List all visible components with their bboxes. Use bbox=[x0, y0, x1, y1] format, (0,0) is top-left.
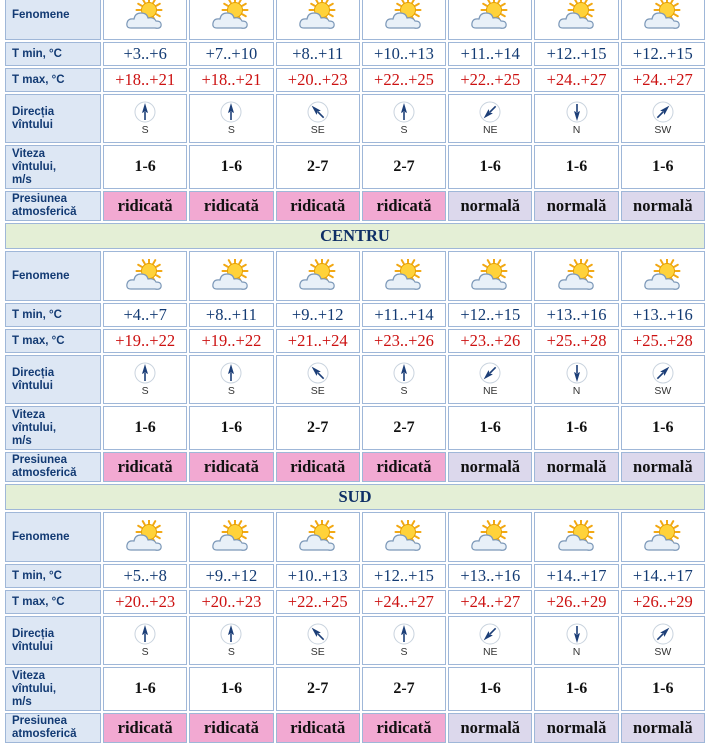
wind-direction-label: S bbox=[227, 385, 235, 397]
wind-arrow-icon bbox=[566, 101, 588, 123]
row-label-text: Viteza bbox=[12, 147, 46, 160]
tmax-cell: +19..+22 bbox=[189, 329, 273, 353]
row-label bbox=[5, 145, 101, 189]
partly-cloudy-icon bbox=[470, 259, 510, 293]
row-label-text: Direcția bbox=[12, 627, 55, 640]
pressure-cell: ridicată bbox=[276, 452, 360, 482]
tmin-cell: +12..+15 bbox=[448, 303, 532, 327]
wind-speed-cell: 1-6 bbox=[189, 145, 273, 189]
partly-cloudy-icon bbox=[643, 520, 683, 554]
row-label-text: Presiunea bbox=[12, 193, 67, 205]
wind-arrow-icon bbox=[307, 362, 329, 384]
row-label-text: vîntului, bbox=[12, 682, 57, 695]
partly-cloudy-icon bbox=[643, 259, 683, 293]
row-label bbox=[5, 355, 101, 404]
wind-direction-label: N bbox=[572, 646, 581, 658]
wind-speed-cell: 2-7 bbox=[362, 406, 446, 450]
wind-arrow-icon bbox=[566, 623, 588, 645]
pressure-cell: ridicată bbox=[189, 191, 273, 221]
wind-direction-cell bbox=[276, 616, 360, 665]
tmax-row bbox=[5, 329, 705, 353]
wind-direction-cell bbox=[362, 94, 446, 143]
wind-direction-label: SE bbox=[310, 124, 325, 136]
tmin-cell: +10..+13 bbox=[362, 42, 446, 66]
wind-direction-cell bbox=[448, 94, 532, 143]
wind-direction-label: SW bbox=[654, 385, 672, 397]
row-label bbox=[5, 512, 101, 562]
row-label bbox=[5, 191, 101, 221]
phenomena-cell bbox=[534, 512, 618, 562]
tmin-row bbox=[5, 303, 705, 327]
row-label-text: T min, °C bbox=[12, 308, 62, 321]
tmin-cell: +11..+14 bbox=[448, 42, 532, 66]
phenomena-cell bbox=[621, 512, 705, 562]
phenomena-row bbox=[5, 0, 705, 40]
partly-cloudy-icon bbox=[211, 259, 251, 293]
row-label-text: vîntului bbox=[12, 118, 53, 131]
wind-speed-row bbox=[5, 145, 705, 189]
tmax-cell: +23..+26 bbox=[448, 329, 532, 353]
wind-speed-cell: 1-6 bbox=[103, 667, 187, 711]
tmax-cell: +25..+28 bbox=[534, 329, 618, 353]
row-label-text: T max, °C bbox=[12, 73, 65, 86]
phenomena-cell bbox=[189, 251, 273, 301]
tmin-cell: +9..+12 bbox=[189, 564, 273, 588]
row-label-text: Viteza bbox=[12, 408, 46, 421]
tmax-row bbox=[5, 590, 705, 614]
weather-forecast-table bbox=[3, 0, 707, 745]
phenomena-cell bbox=[448, 0, 532, 40]
row-label-text: atmosferică bbox=[12, 467, 77, 479]
wind-arrow-icon bbox=[134, 623, 156, 645]
tmax-cell: +24..+27 bbox=[362, 590, 446, 614]
tmax-cell: +23..+26 bbox=[362, 329, 446, 353]
row-label-text: vîntului bbox=[12, 640, 53, 653]
row-label bbox=[5, 564, 101, 588]
pressure-cell: ridicată bbox=[189, 452, 273, 482]
wind-speed-cell: 1-6 bbox=[534, 406, 618, 450]
wind-direction-row bbox=[5, 94, 705, 143]
wind-arrow-icon bbox=[307, 623, 329, 645]
tmin-cell: +8..+11 bbox=[276, 42, 360, 66]
row-label-text: atmosferică bbox=[12, 728, 77, 740]
pressure-cell: ridicată bbox=[103, 191, 187, 221]
pressure-cell: normală bbox=[448, 452, 532, 482]
wind-direction-row bbox=[5, 616, 705, 665]
tmax-cell: +22..+25 bbox=[276, 590, 360, 614]
wind-direction-cell bbox=[362, 616, 446, 665]
wind-direction-label: S bbox=[141, 124, 149, 136]
phenomena-cell bbox=[362, 251, 446, 301]
wind-direction-cell bbox=[103, 94, 187, 143]
wind-direction-label: S bbox=[141, 385, 149, 397]
partly-cloudy-icon bbox=[384, 520, 424, 554]
row-label-text: atmosferică bbox=[12, 206, 77, 218]
pressure-cell: normală bbox=[621, 452, 705, 482]
phenomena-cell bbox=[534, 0, 618, 40]
partly-cloudy-icon bbox=[125, 259, 165, 293]
wind-direction-cell bbox=[103, 355, 187, 404]
pressure-row bbox=[5, 191, 705, 221]
tmax-cell: +21..+24 bbox=[276, 329, 360, 353]
row-label-text: Presiunea bbox=[12, 454, 67, 466]
wind-speed-cell: 2-7 bbox=[276, 406, 360, 450]
phenomena-cell bbox=[621, 251, 705, 301]
row-label-text: m/s bbox=[12, 695, 32, 708]
row-label-text: Viteza bbox=[12, 669, 46, 682]
row-label-text: T max, °C bbox=[12, 595, 65, 608]
phenomena-cell bbox=[103, 0, 187, 40]
wind-speed-cell: 1-6 bbox=[448, 145, 532, 189]
wind-arrow-icon bbox=[134, 101, 156, 123]
pressure-cell: normală bbox=[621, 191, 705, 221]
wind-direction-label: SE bbox=[310, 646, 325, 658]
pressure-cell: ridicată bbox=[103, 713, 187, 743]
phenomena-cell bbox=[276, 251, 360, 301]
tmax-cell: +20..+23 bbox=[103, 590, 187, 614]
tmin-row bbox=[5, 42, 705, 66]
wind-speed-cell: 1-6 bbox=[621, 667, 705, 711]
wind-direction-cell bbox=[448, 616, 532, 665]
wind-direction-cell bbox=[276, 94, 360, 143]
wind-speed-cell: 1-6 bbox=[534, 667, 618, 711]
pressure-cell: ridicată bbox=[362, 713, 446, 743]
partly-cloudy-icon bbox=[557, 259, 597, 293]
pressure-cell: normală bbox=[534, 452, 618, 482]
tmax-cell: +20..+23 bbox=[276, 68, 360, 92]
row-label bbox=[5, 251, 101, 301]
pressure-cell: normală bbox=[448, 191, 532, 221]
partly-cloudy-icon bbox=[211, 0, 251, 32]
region-header-row bbox=[5, 223, 705, 249]
partly-cloudy-icon bbox=[557, 520, 597, 554]
wind-speed-row bbox=[5, 667, 705, 711]
wind-arrow-icon bbox=[220, 362, 242, 384]
partly-cloudy-icon bbox=[470, 520, 510, 554]
wind-direction-label: S bbox=[400, 646, 408, 658]
row-label-text: vîntului bbox=[12, 379, 53, 392]
wind-direction-cell bbox=[534, 616, 618, 665]
wind-direction-cell bbox=[189, 616, 273, 665]
wind-speed-cell: 1-6 bbox=[103, 145, 187, 189]
wind-direction-cell bbox=[448, 355, 532, 404]
tmax-cell: +19..+22 bbox=[103, 329, 187, 353]
region-header: SUD bbox=[5, 484, 705, 510]
wind-arrow-icon bbox=[307, 101, 329, 123]
row-label bbox=[5, 590, 101, 614]
tmin-cell: +4..+7 bbox=[103, 303, 187, 327]
partly-cloudy-icon bbox=[470, 0, 510, 32]
wind-direction-label: N bbox=[572, 124, 581, 136]
wind-speed-cell: 1-6 bbox=[448, 406, 532, 450]
wind-direction-cell bbox=[534, 94, 618, 143]
wind-speed-cell: 2-7 bbox=[362, 145, 446, 189]
partly-cloudy-icon bbox=[125, 520, 165, 554]
row-label-text: Direcția bbox=[12, 105, 55, 118]
pressure-row bbox=[5, 713, 705, 743]
wind-arrow-icon bbox=[220, 101, 242, 123]
row-label-text: Fenomene bbox=[12, 8, 70, 21]
pressure-cell: ridicată bbox=[103, 452, 187, 482]
wind-direction-cell bbox=[103, 616, 187, 665]
phenomena-cell bbox=[448, 512, 532, 562]
phenomena-cell bbox=[103, 251, 187, 301]
tmax-cell: +24..+27 bbox=[621, 68, 705, 92]
tmin-cell: +12..+15 bbox=[534, 42, 618, 66]
wind-direction-cell bbox=[362, 355, 446, 404]
tmax-cell: +25..+28 bbox=[621, 329, 705, 353]
pressure-cell: ridicată bbox=[189, 713, 273, 743]
partly-cloudy-icon bbox=[125, 0, 165, 32]
wind-arrow-icon bbox=[393, 101, 415, 123]
region-header: CENTRU bbox=[5, 223, 705, 249]
partly-cloudy-icon bbox=[298, 0, 338, 32]
tmin-cell: +5..+8 bbox=[103, 564, 187, 588]
wind-speed-cell: 1-6 bbox=[621, 145, 705, 189]
wind-arrow-icon bbox=[220, 623, 242, 645]
pressure-row bbox=[5, 452, 705, 482]
tmin-cell: +12..+15 bbox=[362, 564, 446, 588]
phenomena-cell bbox=[276, 512, 360, 562]
tmin-cell: +8..+11 bbox=[189, 303, 273, 327]
pressure-cell: normală bbox=[448, 713, 532, 743]
wind-direction-cell bbox=[621, 355, 705, 404]
pressure-cell: ridicată bbox=[362, 452, 446, 482]
phenomena-cell bbox=[448, 251, 532, 301]
tmin-cell: +14..+17 bbox=[621, 564, 705, 588]
wind-arrow-icon bbox=[652, 362, 674, 384]
wind-speed-cell: 1-6 bbox=[534, 145, 618, 189]
pressure-cell: normală bbox=[534, 191, 618, 221]
row-label bbox=[5, 713, 101, 743]
tmin-cell: +9..+12 bbox=[276, 303, 360, 327]
tmin-row bbox=[5, 564, 705, 588]
row-label bbox=[5, 94, 101, 143]
row-label-text: T min, °C bbox=[12, 47, 62, 60]
tmax-cell: +22..+25 bbox=[448, 68, 532, 92]
wind-direction-cell bbox=[534, 355, 618, 404]
partly-cloudy-icon bbox=[643, 0, 683, 32]
wind-direction-label: S bbox=[227, 646, 235, 658]
tmax-cell: +26..+29 bbox=[534, 590, 618, 614]
wind-speed-cell: 2-7 bbox=[362, 667, 446, 711]
tmin-cell: +12..+15 bbox=[621, 42, 705, 66]
wind-arrow-icon bbox=[134, 362, 156, 384]
partly-cloudy-icon bbox=[211, 520, 251, 554]
row-label-text: Fenomene bbox=[12, 269, 70, 282]
tmin-cell: +11..+14 bbox=[362, 303, 446, 327]
row-label-text: Fenomene bbox=[12, 530, 70, 543]
tmax-cell: +20..+23 bbox=[189, 590, 273, 614]
wind-direction-label: S bbox=[400, 124, 408, 136]
phenomena-cell bbox=[621, 0, 705, 40]
wind-direction-cell bbox=[276, 355, 360, 404]
phenomena-cell bbox=[276, 0, 360, 40]
wind-direction-label: NE bbox=[482, 385, 498, 397]
wind-arrow-icon bbox=[652, 623, 674, 645]
tmax-row bbox=[5, 68, 705, 92]
wind-direction-cell bbox=[189, 355, 273, 404]
wind-direction-cell bbox=[621, 94, 705, 143]
phenomena-cell bbox=[362, 512, 446, 562]
row-label-text: vîntului, bbox=[12, 160, 57, 173]
tmax-cell: +24..+27 bbox=[534, 68, 618, 92]
wind-speed-cell: 1-6 bbox=[189, 406, 273, 450]
phenomena-cell bbox=[362, 0, 446, 40]
tmin-cell: +14..+17 bbox=[534, 564, 618, 588]
tmin-cell: +13..+16 bbox=[534, 303, 618, 327]
partly-cloudy-icon bbox=[557, 0, 597, 32]
wind-arrow-icon bbox=[566, 362, 588, 384]
wind-direction-label: SW bbox=[654, 646, 672, 658]
tmax-cell: +24..+27 bbox=[448, 590, 532, 614]
phenomena-cell bbox=[189, 0, 273, 40]
pressure-cell: normală bbox=[534, 713, 618, 743]
row-label bbox=[5, 406, 101, 450]
tmin-cell: +7..+10 bbox=[189, 42, 273, 66]
pressure-cell: ridicată bbox=[276, 191, 360, 221]
pressure-cell: ridicată bbox=[276, 713, 360, 743]
wind-direction-row bbox=[5, 355, 705, 404]
wind-speed-cell: 2-7 bbox=[276, 667, 360, 711]
row-label-text: Presiunea bbox=[12, 715, 67, 727]
row-label-text: m/s bbox=[12, 173, 32, 186]
wind-direction-label: N bbox=[572, 385, 581, 397]
tmax-cell: +18..+21 bbox=[103, 68, 187, 92]
tmax-cell: +18..+21 bbox=[189, 68, 273, 92]
wind-arrow-icon bbox=[479, 362, 501, 384]
tmin-cell: +10..+13 bbox=[276, 564, 360, 588]
row-label bbox=[5, 68, 101, 92]
wind-arrow-icon bbox=[652, 101, 674, 123]
wind-arrow-icon bbox=[479, 101, 501, 123]
wind-direction-label: SE bbox=[310, 385, 325, 397]
wind-speed-row bbox=[5, 406, 705, 450]
phenomena-row bbox=[5, 512, 705, 562]
row-label bbox=[5, 0, 101, 40]
wind-direction-label: S bbox=[141, 646, 149, 658]
wind-arrow-icon bbox=[393, 623, 415, 645]
tmax-cell: +26..+29 bbox=[621, 590, 705, 614]
partly-cloudy-icon bbox=[384, 0, 424, 32]
row-label-text: m/s bbox=[12, 434, 32, 447]
tmin-cell: +3..+6 bbox=[103, 42, 187, 66]
phenomena-cell bbox=[103, 512, 187, 562]
phenomena-row bbox=[5, 251, 705, 301]
wind-direction-label: S bbox=[400, 385, 408, 397]
wind-arrow-icon bbox=[479, 623, 501, 645]
wind-direction-cell bbox=[189, 94, 273, 143]
wind-arrow-icon bbox=[393, 362, 415, 384]
phenomena-cell bbox=[534, 251, 618, 301]
tmin-cell: +13..+16 bbox=[448, 564, 532, 588]
row-label bbox=[5, 452, 101, 482]
row-label bbox=[5, 303, 101, 327]
tmax-cell: +22..+25 bbox=[362, 68, 446, 92]
wind-speed-cell: 2-7 bbox=[276, 145, 360, 189]
partly-cloudy-icon bbox=[298, 259, 338, 293]
pressure-cell: normală bbox=[621, 713, 705, 743]
row-label-text: vîntului, bbox=[12, 421, 57, 434]
wind-direction-label: NE bbox=[482, 646, 498, 658]
row-label-text: Direcția bbox=[12, 366, 55, 379]
wind-speed-cell: 1-6 bbox=[103, 406, 187, 450]
tmin-cell: +13..+16 bbox=[621, 303, 705, 327]
wind-direction-label: S bbox=[227, 124, 235, 136]
wind-speed-cell: 1-6 bbox=[189, 667, 273, 711]
partly-cloudy-icon bbox=[298, 520, 338, 554]
wind-direction-label: SW bbox=[654, 124, 672, 136]
wind-speed-cell: 1-6 bbox=[621, 406, 705, 450]
wind-direction-label: NE bbox=[482, 124, 498, 136]
region-header-row bbox=[5, 484, 705, 510]
row-label-text: T min, °C bbox=[12, 569, 62, 582]
row-label bbox=[5, 329, 101, 353]
partly-cloudy-icon bbox=[384, 259, 424, 293]
wind-direction-cell bbox=[621, 616, 705, 665]
row-label bbox=[5, 667, 101, 711]
pressure-cell: ridicată bbox=[362, 191, 446, 221]
row-label bbox=[5, 42, 101, 66]
wind-speed-cell: 1-6 bbox=[448, 667, 532, 711]
phenomena-cell bbox=[189, 512, 273, 562]
row-label-text: T max, °C bbox=[12, 334, 65, 347]
row-label bbox=[5, 616, 101, 665]
